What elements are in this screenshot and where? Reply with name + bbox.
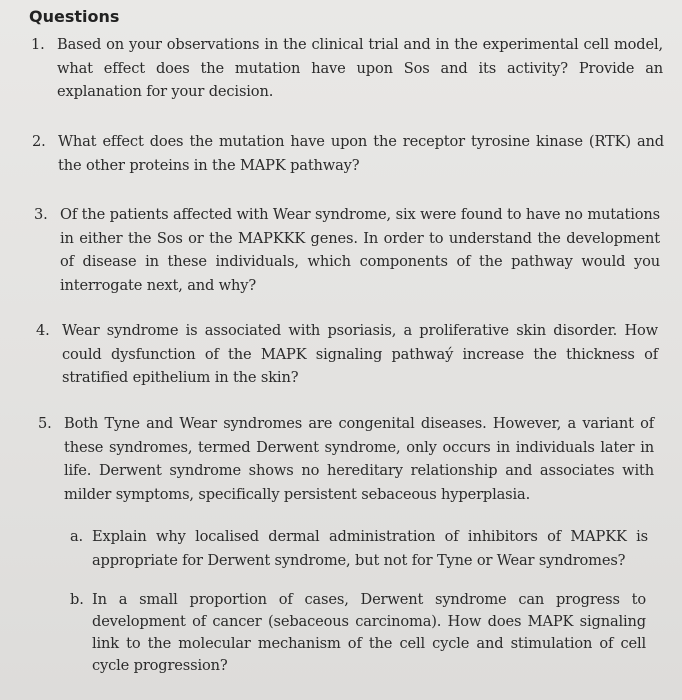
question-number: 4. bbox=[36, 322, 50, 339]
question-3 bbox=[34, 203, 660, 297]
subquestion-text: In a small proportion of cases, Derwent syndrome can progress to development of cancer (sebaceous carcinoma). How does MAPK signaling link to the molecular mechanism of the cell cycle and stimulation of cell cycle progression? bbox=[92, 591, 646, 674]
subquestion-b bbox=[70, 589, 646, 677]
question-number: 2. bbox=[32, 133, 46, 150]
question-number: 1. bbox=[31, 36, 45, 53]
subquestion-a bbox=[70, 525, 648, 572]
question-1 bbox=[31, 33, 663, 104]
question-text: Based on your observations in the clinical trial and in the experimental cell model, what effect does the mutation have upon Sos and its activity? Provide an explanation for your decision. bbox=[57, 36, 663, 100]
page-title: Questions bbox=[29, 7, 120, 26]
question-text: Both Tyne and Wear syndromes are congenital diseases. However, a variant of these syndromes, termed Derwent syndrome, only occurs in individuals later in life. Derwent syndrome shows no hereditary relationship and associates with milder symptoms, specifically persistent sebaceous hyperplasia. bbox=[64, 415, 654, 503]
question-text: Wear syndrome is associated with psoriasis, a proliferative skin disorder. How could dysfunction of the MAPK signaling pathwaý increase the thickness of stratified epithelium in the skin? bbox=[62, 322, 658, 386]
question-text: What effect does the mutation have upon the receptor tyrosine kinase (RTK) and the other proteins in the MAPK pathway? bbox=[58, 133, 664, 174]
question-5 bbox=[38, 412, 654, 506]
question-number: 5. bbox=[38, 415, 52, 432]
subquestion-letter: b. bbox=[70, 591, 84, 608]
question-2 bbox=[32, 130, 664, 177]
question-number: 3. bbox=[34, 206, 48, 223]
subquestion-text: Explain why localised dermal administration of inhibitors of MAPKK is appropriate for Derwent syndrome, but not for Tyne or Wear syndromes? bbox=[92, 528, 648, 569]
question-4 bbox=[36, 319, 658, 390]
question-text: Of the patients affected with Wear syndrome, six were found to have no mutations in either the Sos or the MAPKKK genes. In order to understand the development of disease in these individuals, which components of the pathway would you interrogate next, and why? bbox=[60, 206, 660, 294]
subquestion-letter: a. bbox=[70, 528, 84, 545]
